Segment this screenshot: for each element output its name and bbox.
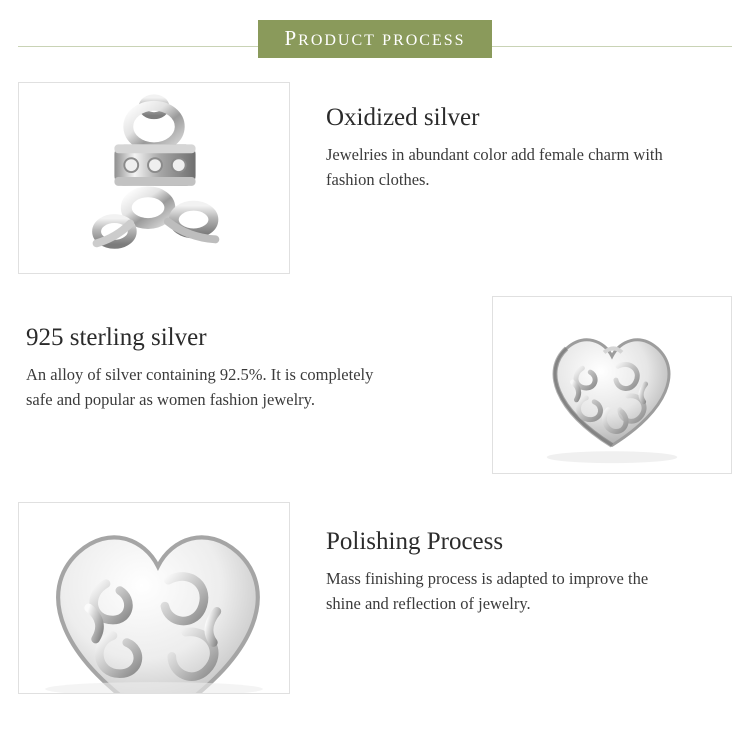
pendant-illustration [19, 83, 289, 273]
section-title: 925 sterling silver [26, 324, 207, 351]
section-polishing-process [0, 502, 750, 694]
section-title: Polishing Process [326, 528, 504, 555]
text-block-sterling-silver [18, 296, 492, 413]
page-title-badge [258, 20, 491, 58]
product-photo-sterling-silver [492, 296, 732, 474]
page-header [0, 0, 750, 70]
text-block-oxidized-silver [290, 82, 732, 193]
section-sterling-silver [0, 296, 750, 474]
section-title: Oxidized silver [326, 104, 480, 131]
charm-closeup-illustration [19, 503, 289, 693]
section-body: An alloy of silver containing 92.5%. It is completely safe and popular as women fashion jewelry. [26, 364, 374, 410]
page-title-word-1: RODUCT [298, 32, 376, 49]
section-oxidized-silver [0, 82, 750, 274]
page-title-word-2: PROCESS [382, 32, 466, 49]
product-photo-polishing [18, 502, 290, 694]
text-block-polishing [290, 502, 732, 617]
footer-spacer [0, 694, 750, 734]
section-body: Jewelries in abundant color add female charm with fashion clothes. [326, 144, 663, 190]
heart-charm-illustration [493, 297, 731, 473]
section-body: Mass finishing process is adapted to improve the shine and reflection of jewelry. [326, 568, 649, 614]
product-photo-oxidized-silver [18, 82, 290, 274]
page-title-initial: P [284, 26, 299, 50]
